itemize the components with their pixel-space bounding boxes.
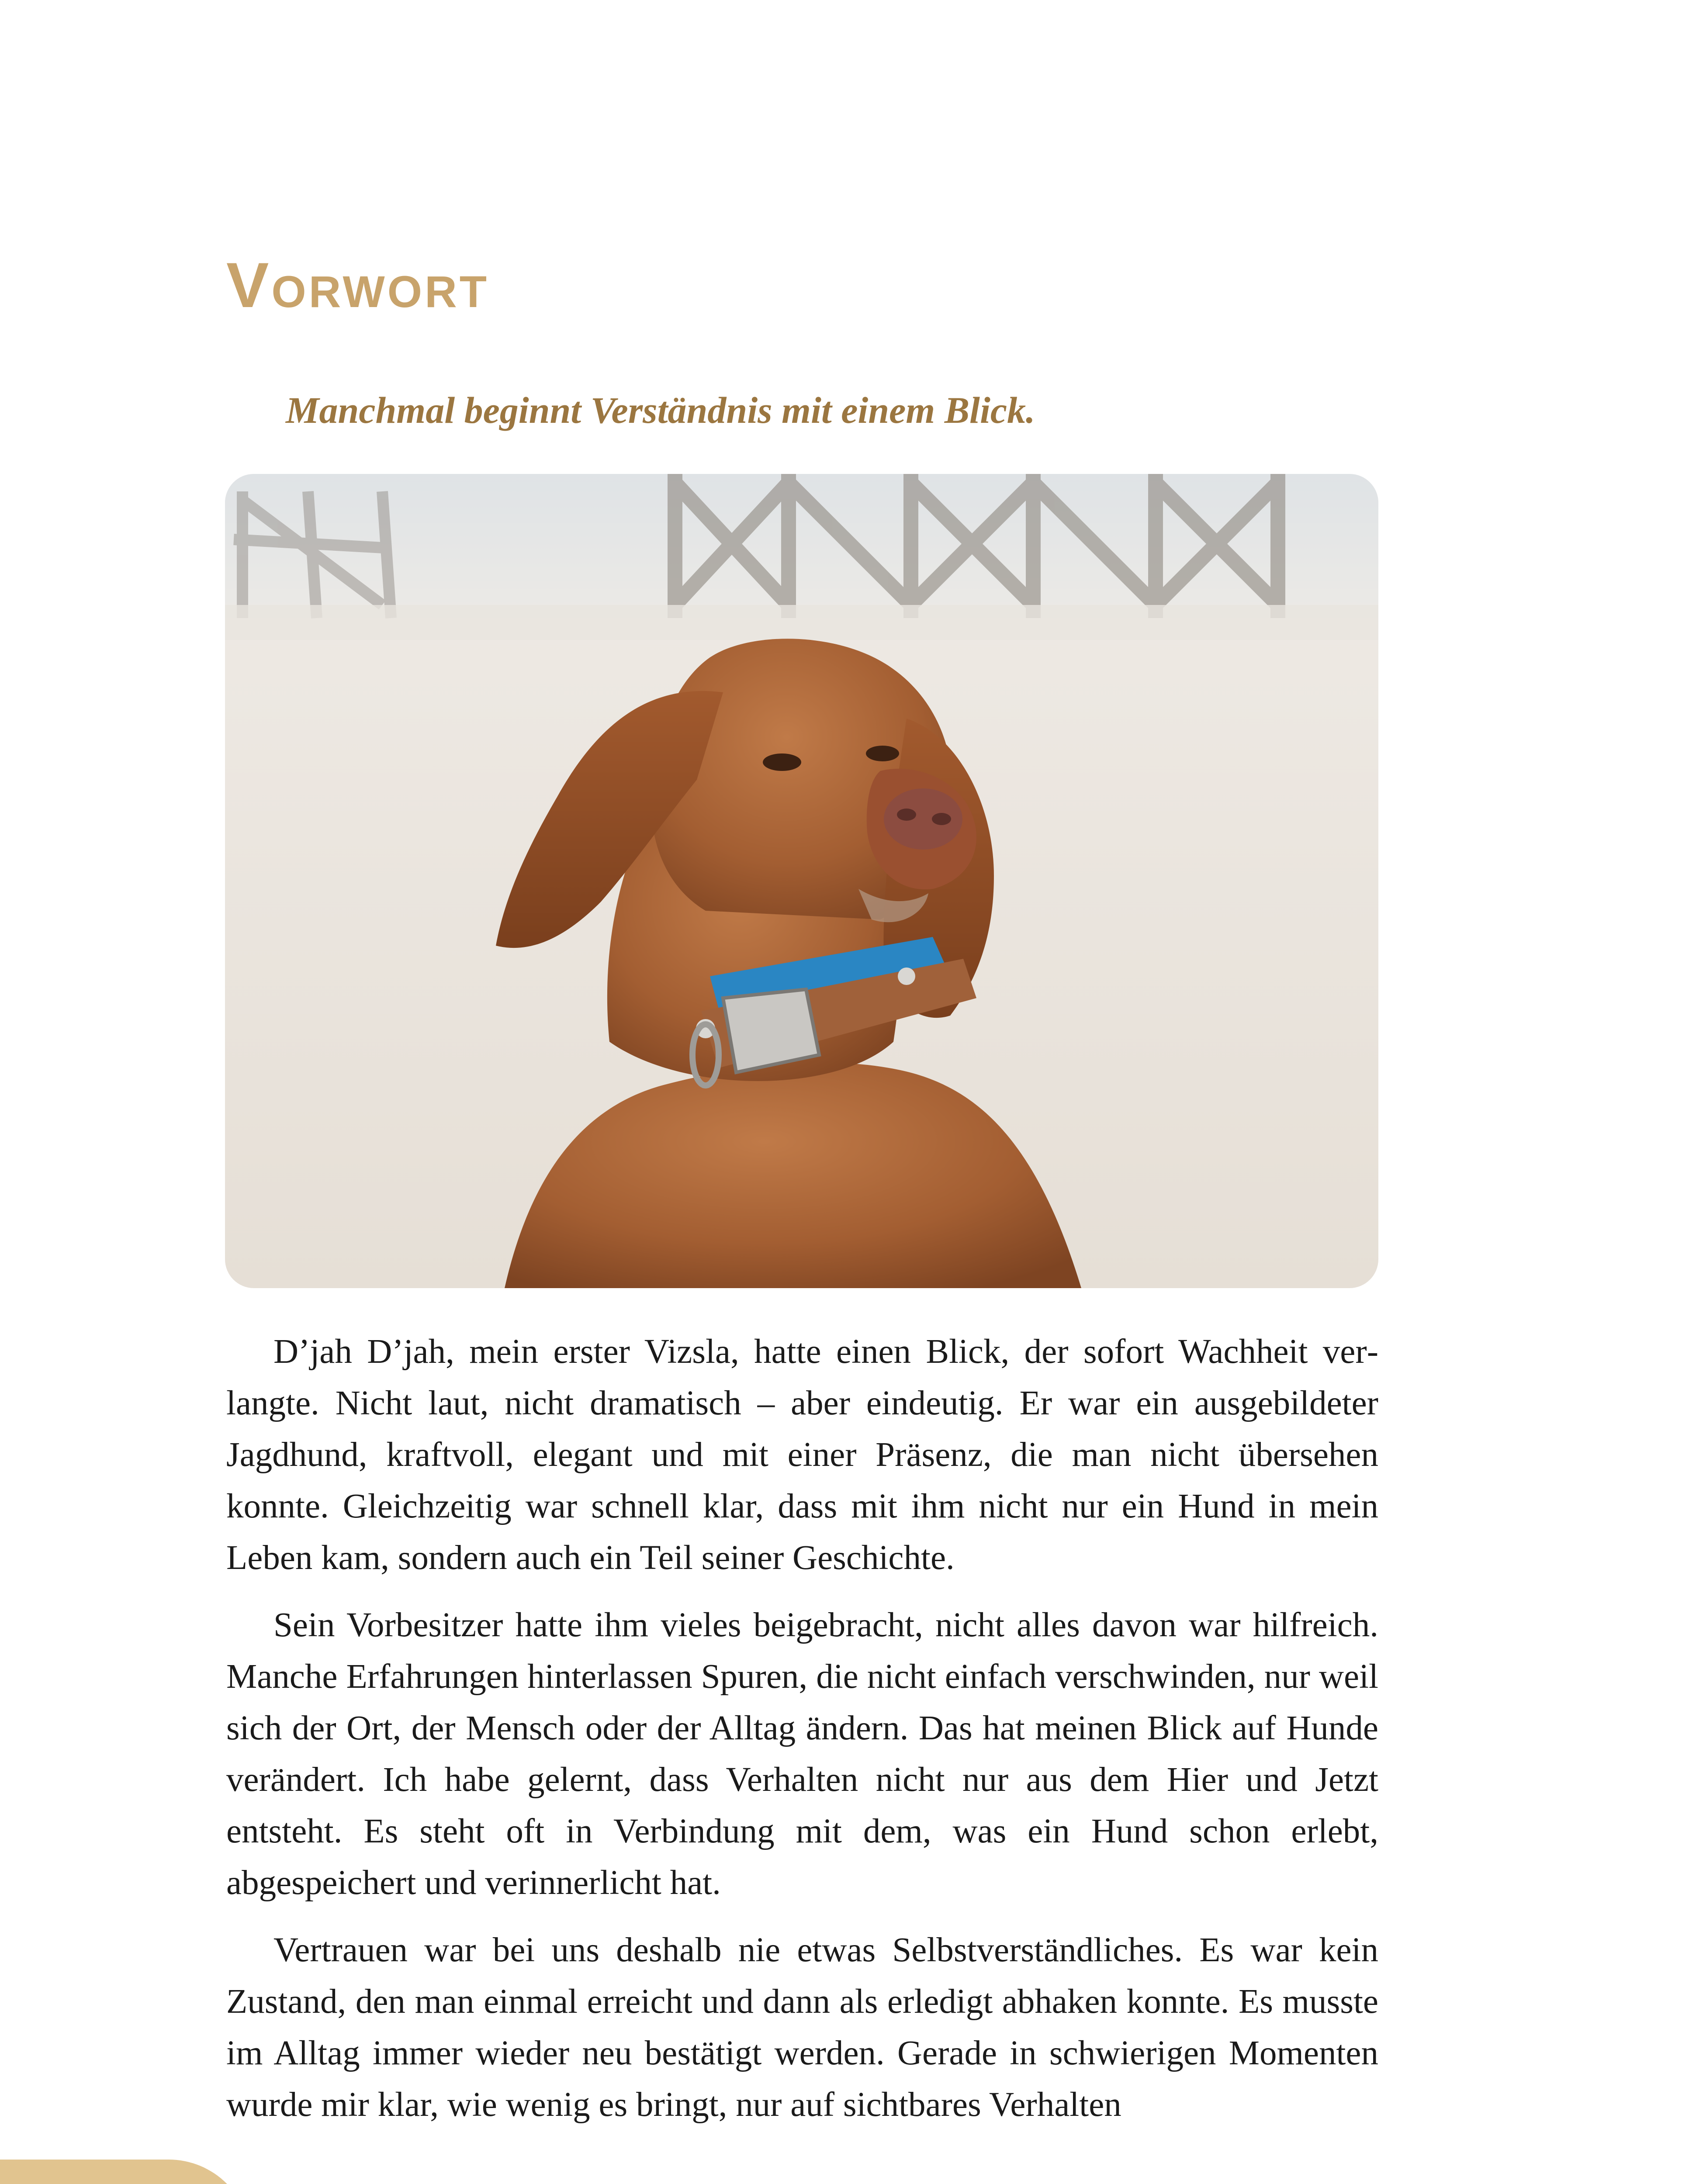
paragraph: D’jah D’jah, mein erster Vizsla, hatte einen Blick, der sofort Wachheit verlangte. Nicht laut, nicht dramatisch – aber eindeutig. Er war ein ausgebildeter Jagdhund, kraftvoll, elegant und mit einer Präsenz, die man nicht übersehen konnte. Gleichzeitig war schnell klar, dass mit ihm nicht nur ein Hund in mein Leben kam, sondern auch ein Teil seiner Geschichte. [226,1333,1378,1577]
paragraph: Sein Vorbesitzer hatte ihm vieles beigebracht, nicht alles davon war hilfreich. Manche Erfahrungen hinterlassen Spuren, die nicht einfach verschwinden, nur weil sich der Ort, der Mensch oder der Alltag ändern. Das hat meinen Blick auf Hunde verändert. Ich habe gelernt, dass Verhalten nicht nur aus dem Hier und Jetzt entsteht. Es steht oft in Verbindung mit dem, was ein Hund schon erlebt, abgespeichert und verinnerlicht hat. [226,1606,1378,1902]
chapter-title: Vorwort [226,249,490,321]
dog-photo [225,474,1378,1288]
paragraph: Vertrauen war bei uns deshalb nie etwas Selbstverständliches. Es war kein Zustand, den man einmal erreicht und dann als erledigt abhaken konnte. Es musste im Alltag immer wieder neu bestätigt werden. Gerade in schwierigen Momenten wurde mir klar, wie wenig es bringt, nur auf sichtbares Verhalten [226,1931,1378,2124]
page-tab [0,2160,251,2184]
body-text [226,1326,1378,2146]
epigraph: Manchmal beginnt Verständnis mit einem Blick. [286,389,1035,431]
